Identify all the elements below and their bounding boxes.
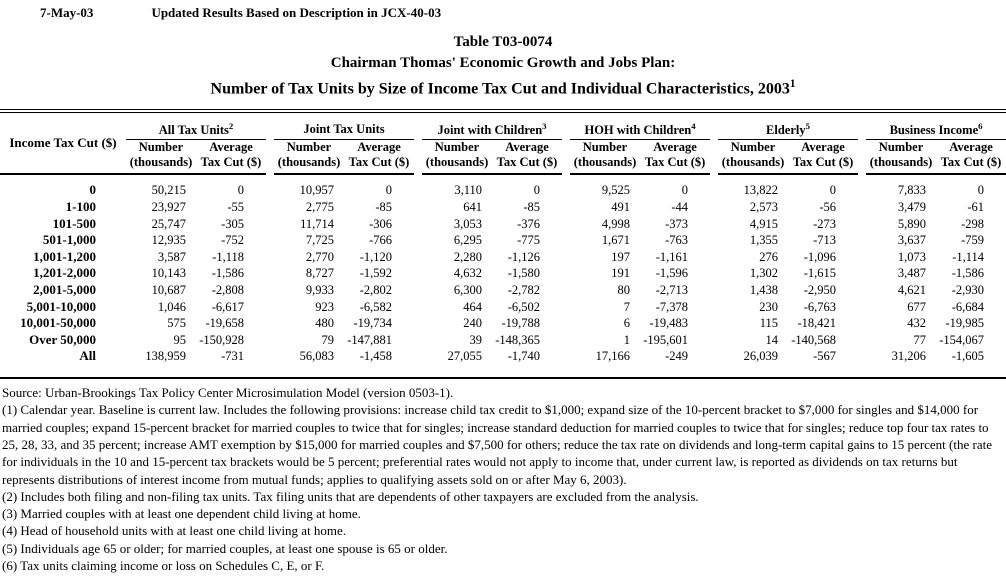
column-gap <box>710 315 718 332</box>
average-cell: -2,713 <box>655 283 689 298</box>
number-cell: 95 <box>173 332 186 347</box>
average-subheader-line1: Average <box>505 140 549 155</box>
average-cell: -1,592 <box>359 266 393 281</box>
column-gap <box>858 299 866 316</box>
number-cell: 7,725 <box>305 233 335 248</box>
number-cell: 191 <box>611 266 631 281</box>
table-row <box>0 348 1006 365</box>
footnote-6: (6) Tax units claiming income or loss on Schedules C, E, or F. <box>2 557 325 573</box>
number-cell: 197 <box>611 249 631 264</box>
number-cell: 80 <box>617 283 631 298</box>
column-gap <box>414 216 422 233</box>
number-cell: 575 <box>167 316 186 331</box>
column-gap <box>562 299 570 316</box>
number-cell: 2,573 <box>749 200 779 215</box>
number-cell: 10,143 <box>151 266 186 281</box>
row-label: All <box>79 348 96 364</box>
average-cell: -85 <box>375 200 393 215</box>
number-subheader-line1: Number <box>730 140 776 155</box>
average-subheader-line2: Tax Cut ($) <box>940 155 1002 170</box>
average-cell: -140,568 <box>791 332 837 347</box>
plan-title: Chairman Thomas' Economic Growth and Jobs Plan: <box>330 55 676 71</box>
average-cell: -6,763 <box>803 299 837 314</box>
average-cell: -61 <box>967 200 985 215</box>
number-subheader <box>422 140 492 175</box>
average-cell: -1,615 <box>803 266 837 281</box>
table-row <box>0 299 1006 316</box>
average-cell: 0 <box>681 183 689 198</box>
average-cell: 0 <box>829 183 837 198</box>
number-subheader <box>274 140 344 175</box>
number-cell: 138,959 <box>145 349 186 364</box>
number-cell: 10,687 <box>151 283 186 298</box>
number-cell: 77 <box>913 332 927 347</box>
number-subheader-line2: (thousands) <box>277 155 341 170</box>
number-cell: 12,935 <box>151 233 186 248</box>
average-cell: -56 <box>819 200 837 215</box>
column-gap <box>414 348 422 365</box>
average-cell: -731 <box>221 349 245 364</box>
table-row <box>0 315 1006 332</box>
average-cell: -1,161 <box>655 249 689 264</box>
title-block <box>0 34 1006 98</box>
column-gap <box>266 199 274 216</box>
table-row <box>0 232 1006 249</box>
average-cell: -148,365 <box>495 332 541 347</box>
number-cell: 1,671 <box>601 233 631 248</box>
date-label: 7-May-03 <box>40 5 94 20</box>
number-cell: 923 <box>315 299 335 314</box>
number-cell: 26,039 <box>743 349 779 364</box>
average-subheader <box>788 140 858 175</box>
average-subheader-line2: Tax Cut ($) <box>792 155 854 170</box>
number-cell: 4,915 <box>749 216 779 231</box>
average-cell: -373 <box>665 216 689 231</box>
number-cell: 1 <box>623 332 631 347</box>
average-cell: -19,734 <box>353 316 393 331</box>
number-cell: 641 <box>463 200 483 215</box>
column-gap <box>266 315 274 332</box>
number-cell: 13,822 <box>743 183 779 198</box>
table-row <box>0 282 1006 299</box>
row-label: 2,001-5,000 <box>33 282 96 298</box>
column-gap <box>266 299 274 316</box>
average-subheader-line2: Tax Cut ($) <box>348 155 410 170</box>
number-cell: 4,998 <box>601 216 631 231</box>
column-gap <box>562 113 570 174</box>
average-cell: -2,808 <box>211 283 245 298</box>
average-subheader-line1: Average <box>801 140 845 155</box>
number-cell: 17,166 <box>595 349 631 364</box>
number-cell: 10,957 <box>299 183 335 198</box>
number-cell: 677 <box>907 299 927 314</box>
number-cell: 1,046 <box>157 299 186 314</box>
average-cell: -305 <box>221 216 245 231</box>
column-gap <box>858 216 866 233</box>
column-gap <box>266 216 274 233</box>
row-label: 1,001-1,200 <box>33 248 96 264</box>
average-subheader-line1: Average <box>949 140 993 155</box>
average-cell: -6,684 <box>951 299 985 314</box>
number-cell: 432 <box>907 316 927 331</box>
column-gap <box>858 199 866 216</box>
column-gap <box>266 332 274 349</box>
number-cell: 276 <box>759 249 779 264</box>
column-gap <box>710 232 718 249</box>
average-subheader <box>640 140 710 175</box>
average-cell: -1,120 <box>359 249 393 264</box>
column-gap <box>710 249 718 266</box>
page-header <box>0 0 1006 21</box>
average-cell: -7,378 <box>655 299 689 314</box>
average-cell: -1,580 <box>507 266 541 281</box>
number-cell: 25,747 <box>151 216 186 231</box>
average-subheader-line1: Average <box>209 140 253 155</box>
average-subheader <box>936 140 1006 175</box>
number-cell: 23,927 <box>151 200 186 215</box>
income-tax-cut-header: Income Tax Cut ($) <box>0 113 126 174</box>
number-cell: 2,775 <box>305 200 335 215</box>
average-cell: -18,421 <box>797 316 837 331</box>
column-gap <box>562 199 570 216</box>
number-cell: 240 <box>463 316 483 331</box>
average-cell: -55 <box>227 200 245 215</box>
update-note: Updated Results Based on Description in JCX-40-03 <box>151 5 442 20</box>
column-gap <box>858 265 866 282</box>
group-header-6: Business Income$^6$ <box>866 113 1006 140</box>
average-cell: -6,502 <box>507 299 541 314</box>
column-gap <box>562 232 570 249</box>
group-footnote-marker: 6 <box>978 121 983 132</box>
average-cell: 0 <box>977 183 985 198</box>
average-cell: -1,586 <box>211 266 245 281</box>
column-gap <box>562 265 570 282</box>
number-cell: 3,479 <box>897 200 927 215</box>
average-cell: -85 <box>523 200 541 215</box>
table-header <box>0 113 1006 174</box>
average-subheader-line1: Average <box>653 140 697 155</box>
table-row <box>0 199 1006 216</box>
number-cell: 1,438 <box>749 283 779 298</box>
number-cell: 79 <box>321 332 335 347</box>
column-gap <box>710 265 718 282</box>
number-cell: 11,714 <box>300 216 335 231</box>
column-gap <box>858 315 866 332</box>
column-gap <box>710 113 718 174</box>
footnotes <box>0 379 1006 574</box>
average-subheader-line1: Average <box>357 140 401 155</box>
group-footnote-marker: 4 <box>691 121 696 132</box>
column-gap <box>562 332 570 349</box>
column-gap <box>266 232 274 249</box>
average-cell: -1,126 <box>507 249 541 264</box>
average-cell: 0 <box>533 183 541 198</box>
number-cell: 1,302 <box>749 266 779 281</box>
number-subheader-line1: Number <box>286 140 332 155</box>
number-cell: 6,295 <box>453 233 483 248</box>
average-cell: -1,596 <box>655 266 689 281</box>
column-gap <box>710 216 718 233</box>
column-gap <box>710 299 718 316</box>
footnote-4: (4) Head of household units with at least one child living at home. <box>2 523 347 539</box>
average-subheader <box>344 140 414 175</box>
number-cell: 5,890 <box>897 216 927 231</box>
row-label: 0 <box>89 182 96 198</box>
title-footnote-marker: 1 <box>789 78 796 90</box>
column-gap <box>710 199 718 216</box>
average-cell: -298 <box>961 216 985 231</box>
number-cell: 7,833 <box>897 183 927 198</box>
footnote-1: (1) Calendar year. Baseline is current law. Includes the following provisions: increase child tax credit to $1,000; expand size of the 10-percent bracket to $7,000 for singles and $14,000 for married couples; expand 15-percent bracket for married couples to twice that for singles; increase standard deduction for married couples to twice that for singles; reduce top four tax rates to 25, 28, 33, and 35 percent; increase AMT exemption by $15,000 for married couples and $7,500 for others; reduce the tax rate on dividends and long-term capital gains to 15 percent (the rate for individuals in the 10 and 15-percent tax brackets would be 5 percent; preferential rates would not apply to income that, under current law, is reported as dividends on tax returns but represents distributions of interest income from mutual funds; applies to qualifying assets sold on or after May 6, 2003). <box>2 402 992 487</box>
average-subheader <box>492 140 562 175</box>
average-subheader-line2: Tax Cut ($) <box>644 155 706 170</box>
number-cell: 480 <box>315 316 335 331</box>
number-cell: 3,053 <box>453 216 483 231</box>
column-gap <box>266 113 274 174</box>
column-gap <box>266 282 274 299</box>
average-cell: -1,114 <box>952 249 985 264</box>
average-cell: -306 <box>369 216 393 231</box>
average-cell: -1,118 <box>212 249 245 264</box>
number-cell: 6 <box>623 316 631 331</box>
column-gap <box>562 282 570 299</box>
average-cell: -6,582 <box>359 299 393 314</box>
column-gap <box>414 174 422 199</box>
average-cell: -759 <box>961 233 985 248</box>
column-gap <box>858 282 866 299</box>
number-cell: 464 <box>463 299 483 314</box>
table-row <box>0 265 1006 282</box>
column-gap <box>710 282 718 299</box>
column-gap <box>562 174 570 199</box>
number-subheader-line2: (thousands) <box>129 155 193 170</box>
footnote-2: (2) Includes both filing and non-filing tax units. Tax filing units that are dependents of other taxpayers are excluded from the analysis. <box>2 488 699 504</box>
average-cell: -2,930 <box>951 283 985 298</box>
column-gap <box>858 174 866 199</box>
number-cell: 1,073 <box>897 249 927 264</box>
number-subheader-line1: Number <box>582 140 628 155</box>
average-subheader <box>196 140 266 175</box>
row-label: Over 50,000 <box>29 331 96 347</box>
table-subject-title: Number of Tax Units by Size of Income Tax Cut and Individual Characteristics, 2003$^1$ <box>210 78 796 98</box>
number-cell: 39 <box>469 332 483 347</box>
row-label: 101-500 <box>52 215 96 231</box>
number-cell: 8,727 <box>305 266 335 281</box>
average-cell: -752 <box>221 233 245 248</box>
column-gap <box>858 249 866 266</box>
average-cell: -6,617 <box>211 299 245 314</box>
row-label: 1-100 <box>65 199 96 215</box>
average-cell: -273 <box>813 216 837 231</box>
average-cell: 0 <box>385 183 393 198</box>
column-gap <box>414 299 422 316</box>
table-subheader-row <box>0 140 1006 175</box>
column-gap <box>266 265 274 282</box>
average-cell: -19,483 <box>649 316 689 331</box>
average-cell: -1,605 <box>951 349 985 364</box>
column-gap <box>414 332 422 349</box>
average-cell: 0 <box>237 183 245 198</box>
average-subheader-line2: Tax Cut ($) <box>200 155 262 170</box>
column-gap <box>562 216 570 233</box>
column-gap <box>266 174 274 199</box>
column-gap <box>562 249 570 266</box>
column-gap <box>562 315 570 332</box>
number-subheader-line2: (thousands) <box>721 155 785 170</box>
number-subheader <box>866 140 936 175</box>
average-cell: -766 <box>369 233 393 248</box>
average-cell: -150,928 <box>199 332 245 347</box>
table-row <box>0 174 1006 199</box>
number-subheader-line2: (thousands) <box>869 155 933 170</box>
number-subheader-line1: Number <box>434 140 480 155</box>
group-footnote-marker: 5 <box>805 121 811 132</box>
average-cell: -2,802 <box>359 283 393 298</box>
row-label: 501-1,000 <box>42 232 96 248</box>
number-cell: 3,110 <box>454 183 483 198</box>
number-cell: 2,770 <box>305 249 335 264</box>
column-gap <box>858 332 866 349</box>
footnote-5: (5) Individuals age 65 or older; for married couples, at least one spouse is 65 or older. <box>2 540 448 556</box>
group-footnote-marker: 2 <box>228 121 234 132</box>
number-cell: 7 <box>623 299 631 314</box>
number-cell: 2,280 <box>453 249 483 264</box>
table-row <box>0 216 1006 233</box>
table-row <box>0 332 1006 349</box>
number-cell: 50,215 <box>151 183 186 198</box>
average-cell: -1,096 <box>803 249 837 264</box>
average-cell: -2,950 <box>803 283 837 298</box>
number-cell: 9,933 <box>305 283 335 298</box>
number-subheader <box>718 140 788 175</box>
average-cell: -44 <box>671 200 689 215</box>
number-cell: 9,525 <box>601 183 631 198</box>
column-gap <box>858 232 866 249</box>
number-cell: 1,355 <box>749 233 779 248</box>
average-cell: -154,067 <box>939 332 985 347</box>
column-gap <box>414 315 422 332</box>
table-body <box>0 174 1006 365</box>
average-cell: -1,740 <box>507 349 541 364</box>
column-gap <box>710 174 718 199</box>
number-cell: 31,206 <box>891 349 927 364</box>
number-cell: 4,632 <box>453 266 483 281</box>
table-row <box>0 249 1006 266</box>
column-gap <box>562 348 570 365</box>
column-gap <box>414 282 422 299</box>
number-cell: 115 <box>759 316 779 331</box>
number-cell: 3,587 <box>157 249 186 264</box>
group-footnote-marker: 3 <box>542 121 547 132</box>
column-gap <box>710 348 718 365</box>
number-cell: 27,055 <box>447 349 483 364</box>
average-cell: -713 <box>813 233 837 248</box>
group-header-2: Joint Tax Units <box>274 113 414 140</box>
average-subheader-line2: Tax Cut ($) <box>496 155 558 170</box>
number-cell: 3,487 <box>897 266 927 281</box>
row-label: 1,201-2,000 <box>33 265 96 281</box>
average-cell: -567 <box>813 349 837 364</box>
number-subheader-line1: Number <box>138 140 184 155</box>
footnote-3: (3) Married couples with at least one dependent child living at home. <box>2 506 361 522</box>
average-cell: -147,881 <box>347 332 393 347</box>
column-gap <box>414 265 422 282</box>
column-gap <box>414 113 422 174</box>
column-gap <box>414 232 422 249</box>
average-cell: -19,985 <box>945 316 985 331</box>
row-label: 10,001-50,000 <box>20 315 96 331</box>
number-cell: 4,621 <box>897 283 927 298</box>
group-header-5: Elderly$^5$ <box>718 113 858 140</box>
average-cell: -195,601 <box>643 332 689 347</box>
column-gap <box>858 113 866 174</box>
number-subheader-line1: Number <box>878 140 924 155</box>
number-cell: 3,637 <box>897 233 927 248</box>
number-subheader <box>126 140 196 175</box>
number-subheader-line2: (thousands) <box>425 155 489 170</box>
data-table <box>0 113 1006 365</box>
column-gap <box>414 249 422 266</box>
column-gap <box>266 249 274 266</box>
group-header-1: All Tax Units$^2$ <box>126 113 266 140</box>
average-cell: -249 <box>665 349 689 364</box>
number-cell: 14 <box>765 332 779 347</box>
column-gap <box>414 199 422 216</box>
number-cell: 230 <box>759 299 779 314</box>
group-header-3: Joint with Children$^3$ <box>422 113 562 140</box>
average-cell: -19,658 <box>205 316 245 331</box>
column-gap <box>266 348 274 365</box>
number-subheader <box>570 140 640 175</box>
column-gap <box>858 348 866 365</box>
column-gap <box>710 332 718 349</box>
average-cell: -19,788 <box>501 316 541 331</box>
data-table-wrap <box>0 109 1006 379</box>
average-cell: -2,782 <box>507 283 541 298</box>
row-label: 5,001-10,000 <box>26 298 96 314</box>
source-line: Source: Urban-Brookings Tax Policy Center Microsimulation Model (version 0503-1). <box>2 385 454 401</box>
average-cell: -1,586 <box>951 266 985 281</box>
number-cell: 56,083 <box>299 349 335 364</box>
average-cell: -763 <box>665 233 689 248</box>
number-subheader-line2: (thousands) <box>573 155 637 170</box>
number-cell: 491 <box>611 200 631 215</box>
average-cell: -376 <box>517 216 541 231</box>
average-cell: -775 <box>517 233 541 248</box>
group-header-4: HOH with Children$^4$ <box>570 113 710 140</box>
number-cell: 6,300 <box>453 283 483 298</box>
table-group-row <box>0 113 1006 140</box>
average-cell: -1,458 <box>359 349 393 364</box>
table-number-title: Table T03-0074 <box>453 34 553 50</box>
